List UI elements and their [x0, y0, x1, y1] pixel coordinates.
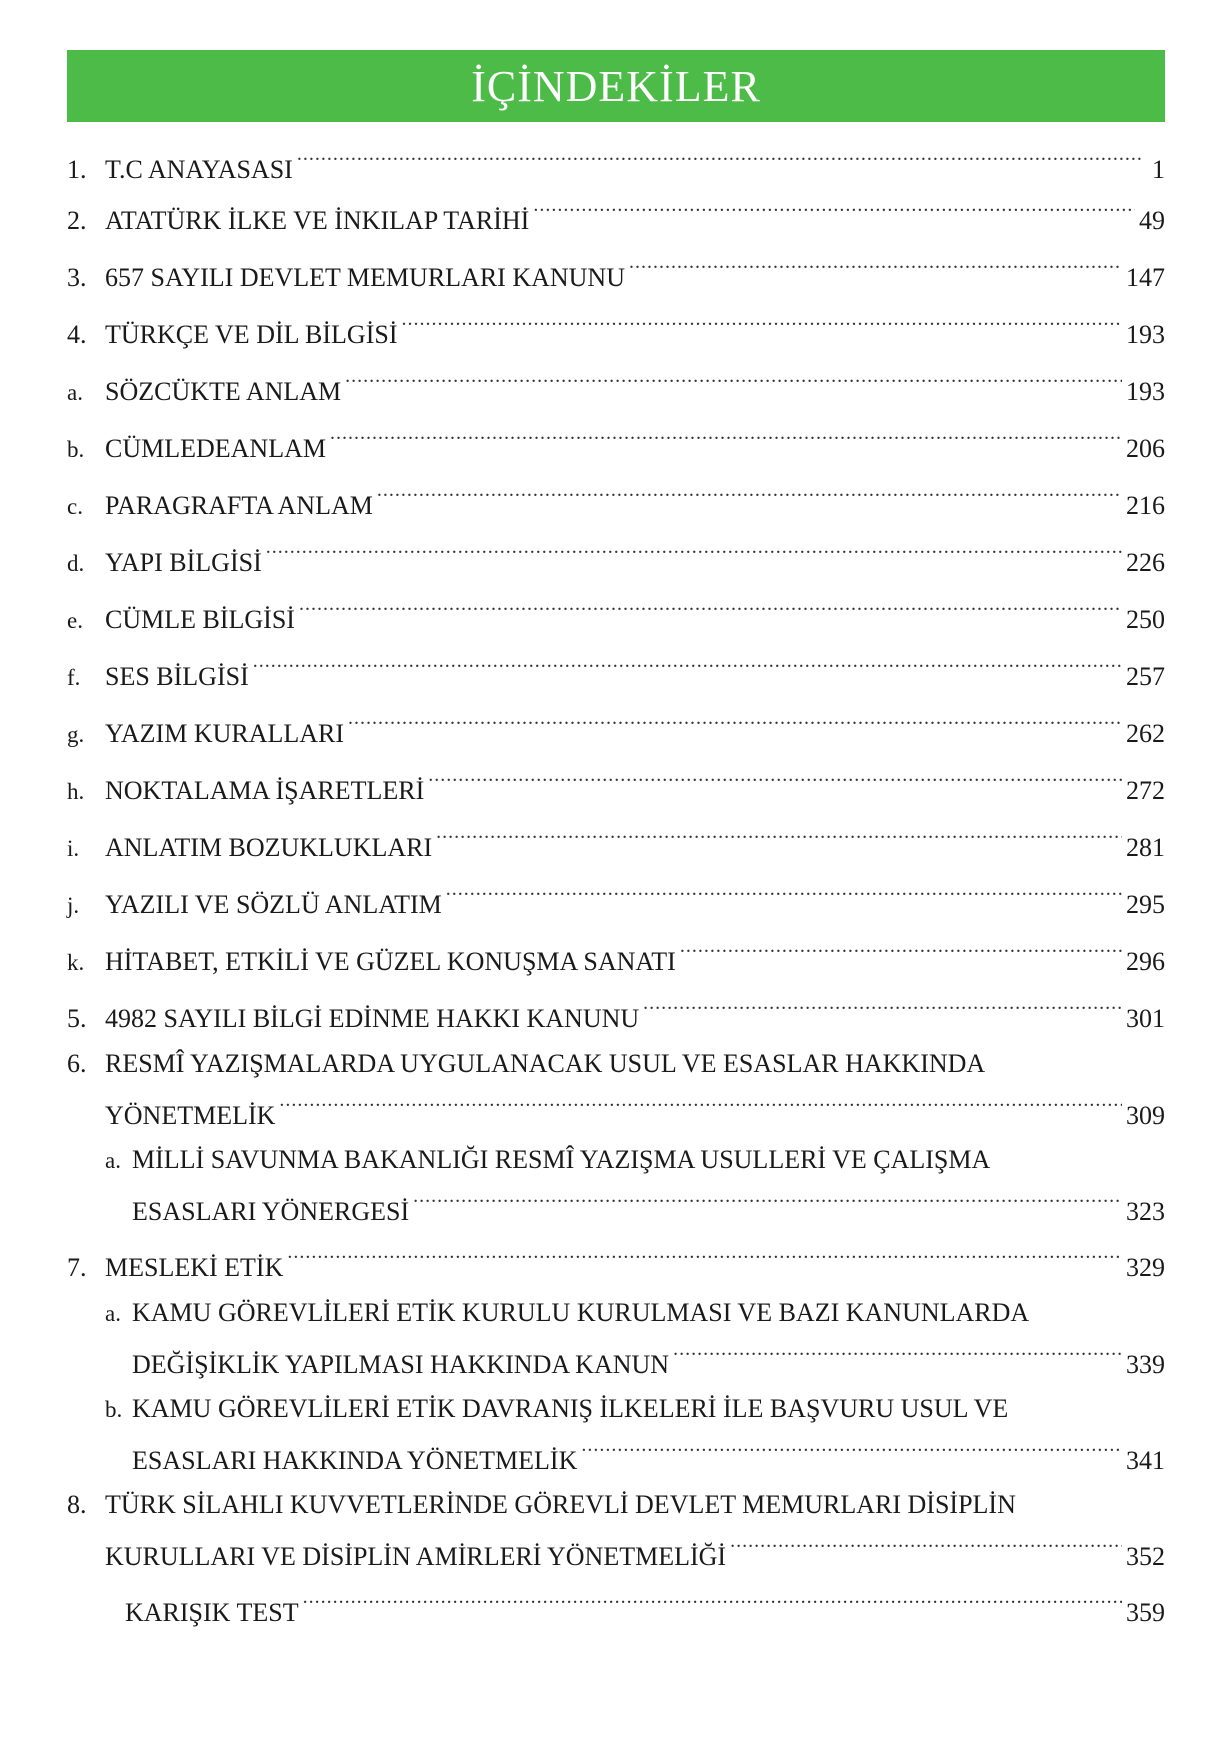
toc-entry[interactable] [67, 1044, 1165, 1130]
entry-title-line1: KAMU GÖREVLİLERİ ETİK KURULU KURULMASI VE BAZI KANUNLARDA [132, 1298, 1030, 1327]
entry-page: 257 [1126, 662, 1165, 691]
dot-leader [279, 1084, 1122, 1124]
dot-leader [297, 138, 1141, 178]
dot-leader [401, 303, 1122, 343]
entry-title: PARAGRAFTA ANLAM [105, 491, 373, 520]
entry-page: 262 [1126, 719, 1165, 748]
toc-entry[interactable] [67, 360, 1165, 406]
toc-entry[interactable] [67, 138, 1165, 184]
entry-number: 4. [67, 320, 87, 349]
entry-page: 341 [1126, 1446, 1165, 1475]
toc-entry[interactable] [67, 1581, 1165, 1627]
dot-leader [673, 1333, 1122, 1373]
entry-number: j. [67, 893, 80, 918]
toc-entry[interactable] [67, 645, 1165, 691]
entry-title-line1: MİLLİ SAVUNMA BAKANLIĞI RESMÎ YAZIŞMA USULLERİ VE ÇALIŞMA [132, 1145, 991, 1174]
toc-entry[interactable] [67, 303, 1165, 349]
entry-number: a. [67, 380, 83, 405]
entry-number: 6. [67, 1049, 87, 1078]
entry-number: d. [67, 551, 85, 576]
entry-number: 5. [67, 1004, 87, 1033]
entry-page: 272 [1126, 776, 1165, 805]
entry-page: 301 [1126, 1004, 1165, 1033]
toc-entry[interactable] [67, 816, 1165, 862]
dot-leader [348, 702, 1122, 742]
entry-title: YAPI BİLGİSİ [105, 548, 262, 577]
toc-header [67, 50, 1165, 122]
entry-title-line2: YÖNETMELİK [105, 1101, 276, 1130]
entry-page: 323 [1126, 1197, 1165, 1226]
entry-page: 296 [1126, 947, 1165, 976]
entry-title: YAZILI VE SÖZLÜ ANLATIM [105, 890, 442, 919]
entry-number: a. [105, 1148, 121, 1173]
toc-entry[interactable] [67, 417, 1165, 463]
entry-title: 4982 SAYILI BİLGİ EDİNME HAKKI KANUNU [105, 1004, 640, 1033]
entry-title-line2: KURULLARI VE DİSİPLİN AMİRLERİ YÖNETMELİĞİ [105, 1542, 727, 1571]
entry-number: 8. [67, 1490, 87, 1519]
entry-number: i. [67, 836, 80, 861]
entry-number: 7. [67, 1253, 87, 1282]
toc-entry[interactable] [67, 1140, 1165, 1226]
page-title: İÇİNDEKİLER [471, 61, 761, 111]
entry-page: 295 [1126, 890, 1165, 919]
dot-leader [680, 930, 1122, 970]
entry-page: 309 [1126, 1101, 1165, 1130]
dot-leader [287, 1236, 1122, 1276]
entry-page: 206 [1126, 434, 1165, 463]
entry-number: f. [67, 665, 81, 690]
entry-number: c. [67, 494, 83, 519]
entry-number: k. [67, 950, 85, 975]
toc-entry[interactable] [67, 1389, 1165, 1475]
dot-leader [345, 360, 1122, 400]
entry-title: SÖZCÜKTE ANLAM [105, 377, 342, 406]
toc-entry[interactable] [67, 246, 1165, 292]
entry-page: 193 [1126, 320, 1165, 349]
entry-title: SES BİLGİSİ [105, 662, 249, 691]
entry-page: 359 [1126, 1598, 1165, 1627]
entry-page: 352 [1126, 1542, 1165, 1571]
dot-leader [299, 588, 1122, 628]
entry-number: 1. [67, 155, 87, 184]
entry-title: ANLATIM BOZUKLUKLARI [105, 833, 433, 862]
toc-entry[interactable] [67, 531, 1165, 577]
dot-leader [303, 1581, 1122, 1621]
entry-title: ATATÜRK İLKE VE İNKILAP TARİHİ [105, 206, 530, 235]
dot-leader [413, 1180, 1122, 1220]
entry-title: CÜMLE BİLGİSİ [105, 605, 295, 634]
entry-page: 49 [1139, 206, 1165, 235]
entry-title-line1: KAMU GÖREVLİLERİ ETİK DAVRANIŞ İLKELERİ İLE BAŞVURU USUL VE [132, 1394, 1009, 1423]
dot-leader [581, 1429, 1122, 1469]
dot-leader [446, 873, 1122, 913]
dot-leader [533, 189, 1135, 229]
entry-title: YAZIM KURALLARI [105, 719, 345, 748]
entry-number: b. [105, 1397, 123, 1422]
toc-entry[interactable] [67, 588, 1165, 634]
entry-page: 216 [1126, 491, 1165, 520]
entry-title: HİTABET, ETKİLİ VE GÜZEL KONUŞMA SANATI [105, 947, 676, 976]
entry-number: b. [67, 437, 85, 462]
entry-page: 250 [1126, 605, 1165, 634]
dot-leader [428, 759, 1122, 799]
entry-page: 147 [1126, 263, 1165, 292]
dot-leader [730, 1525, 1122, 1565]
toc-entry[interactable] [67, 189, 1165, 235]
toc-entry[interactable] [67, 759, 1165, 805]
dot-leader [253, 645, 1122, 685]
toc-entry[interactable] [67, 702, 1165, 748]
entry-title-line2: ESASLARI HAKKINDA YÖNETMELİK [132, 1446, 578, 1475]
entry-title: KARIŞIK TEST [125, 1598, 299, 1627]
entry-number: e. [67, 608, 83, 633]
entry-number: g. [67, 722, 85, 747]
entry-page: 226 [1126, 548, 1165, 577]
entry-number: a. [105, 1301, 121, 1326]
entry-title-line1: RESMÎ YAZIŞMALARDA UYGULANACAK USUL VE ESASLAR HAKKINDA [105, 1049, 986, 1078]
dot-leader [629, 246, 1122, 286]
entry-title-line2: DEĞİŞİKLİK YAPILMASI HAKKINDA KANUN [132, 1350, 670, 1379]
entry-number: 2. [67, 206, 87, 235]
entry-title-line1: TÜRK SİLAHLI KUVVETLERİNDE GÖREVLİ DEVLET MEMURLARI DİSİPLİN [105, 1490, 1016, 1519]
dot-leader [266, 531, 1122, 571]
dot-leader [330, 417, 1122, 457]
entry-page: 281 [1126, 833, 1165, 862]
entry-number: 3. [67, 263, 87, 292]
entry-title: 657 SAYILI DEVLET MEMURLARI KANUNU [105, 263, 625, 292]
entry-title-line2: ESASLARI YÖNERGESİ [132, 1197, 410, 1226]
toc-entry[interactable] [67, 1236, 1165, 1282]
entry-page: 339 [1126, 1350, 1165, 1379]
entry-title: CÜMLEDEANLAM [105, 434, 326, 463]
entry-page: 1 [1152, 155, 1165, 184]
toc-entry[interactable] [67, 873, 1165, 919]
toc-entry[interactable] [67, 1293, 1165, 1379]
toc-entry[interactable] [67, 1485, 1165, 1571]
dot-leader [436, 816, 1122, 856]
entry-title: MESLEKİ ETİK [105, 1253, 284, 1282]
toc-entry[interactable] [67, 474, 1165, 520]
toc-entry[interactable] [67, 987, 1165, 1033]
entry-page: 329 [1126, 1253, 1165, 1282]
entry-title: NOKTALAMA İŞARETLERİ [105, 776, 425, 805]
entry-page: 193 [1126, 377, 1165, 406]
dot-leader [643, 987, 1122, 1027]
entry-title: TÜRKÇE VE DİL BİLGİSİ [105, 320, 398, 349]
entry-number: h. [67, 779, 85, 804]
toc-entry[interactable] [67, 930, 1165, 976]
entry-title: T.C ANAYASASI [105, 155, 293, 184]
dot-leader [377, 474, 1122, 514]
